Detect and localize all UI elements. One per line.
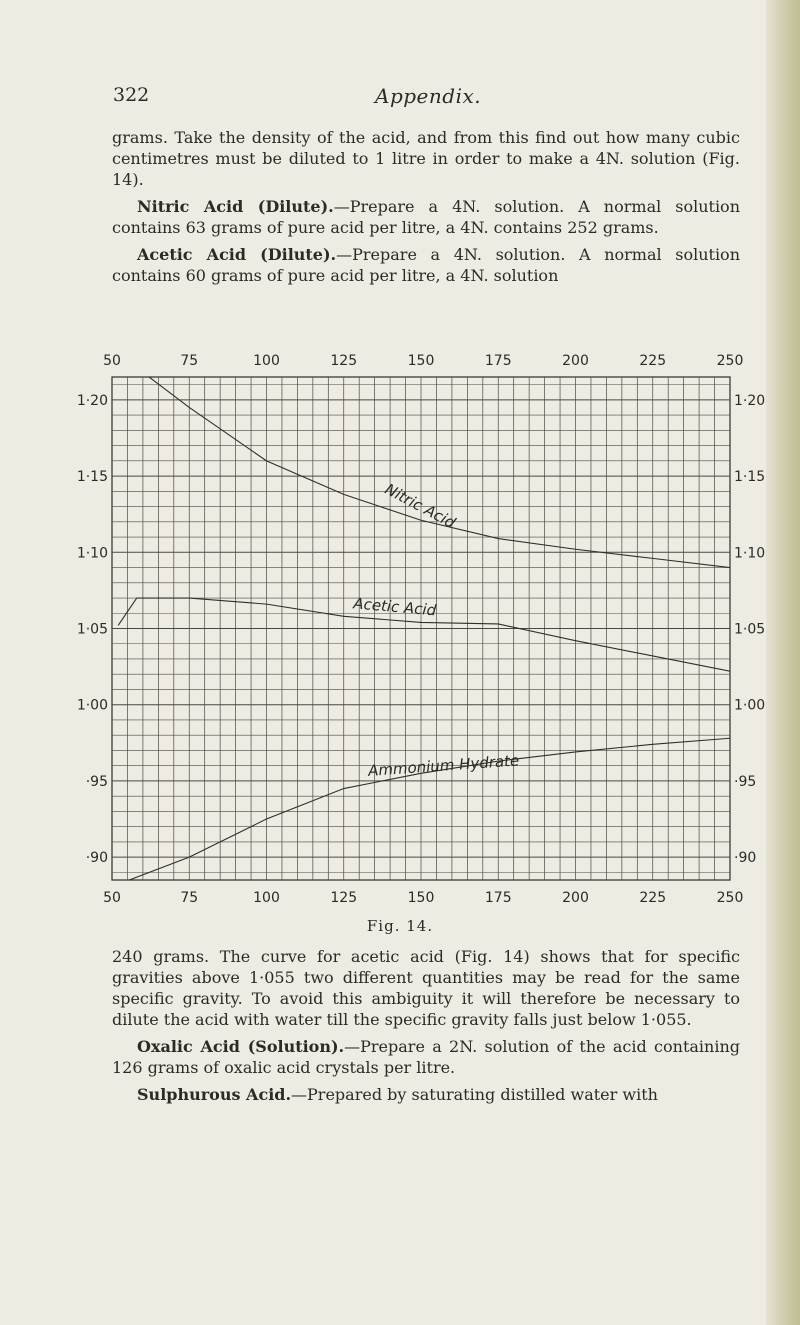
- x-tick-label-bottom: 250: [716, 890, 744, 906]
- x-tick-label-top: 100: [253, 353, 280, 369]
- y-tick-label-right: 1·20: [734, 392, 766, 409]
- page-header: [113, 84, 713, 114]
- y-tick-label-right: 1·15: [734, 469, 766, 486]
- x-tick-label-top: 125: [330, 353, 358, 369]
- x-tick-label-top: 175: [484, 353, 512, 369]
- paragraph-lead: Acetic Acid (Dilute).: [137, 245, 337, 264]
- series-line-nitric-acid: [149, 377, 730, 568]
- paragraph: 240 grams. The curve for acetic acid (Fig. 14) shows that for specific gravities above 1·055 two different quantities may be read for the same specific gravity. To avoid this ambiguity it will therefore be necessary to dilute the acid with water till the specific gravity falls just below 1·055.: [112, 947, 740, 1029]
- x-tick-label-top: 225: [639, 353, 667, 369]
- x-tick-label-top: 75: [180, 353, 199, 369]
- y-tick-label-left: 1·20: [76, 392, 108, 409]
- series-label-ammonium-hydrate: Ammonium Hydrate: [367, 751, 520, 780]
- y-tick-label-left: 1·10: [76, 545, 108, 562]
- y-tick-label-right: 1·00: [734, 697, 766, 714]
- paragraph-lead: Sulphurous Acid.: [137, 1085, 292, 1104]
- y-tick-label-left: ·95: [85, 773, 108, 790]
- figure-14-chart: [0, 352, 800, 912]
- x-tick-label-top: 250: [716, 353, 744, 369]
- x-tick-label-bottom: 150: [407, 890, 435, 906]
- page-number: 322: [113, 84, 150, 106]
- x-tick-label-bottom: 225: [639, 890, 667, 906]
- series-label-nitric-acid: Nitric Acid: [382, 480, 459, 532]
- figure-caption: Fig. 14.: [366, 917, 434, 935]
- paragraph-lead: Nitric Acid (Dilute).: [137, 197, 334, 216]
- paragraph: grams. Take the density of the acid, and from this find out how many cubic centimetres must be diluted to 1 litre in order to make a 4N. solution (Fig. 14).: [112, 128, 740, 189]
- y-tick-label-right: ·90: [734, 850, 757, 867]
- paragraph-acetic-acid: Acetic Acid (Dilute).—Prepare a 4N. solution. A normal solution contains 60 grams of pure acid per litre, a 4N. solution: [112, 245, 740, 285]
- paragraph-sulphurous-acid: Sulphurous Acid.—Prepared by saturating distilled water with: [137, 1085, 658, 1104]
- x-tick-label-bottom: 75: [180, 890, 199, 906]
- body-text-bottom: [112, 946, 740, 1111]
- x-tick-label-bottom: 200: [562, 890, 589, 906]
- chart-curves: [118, 377, 730, 883]
- x-tick-label-top: 50: [103, 353, 121, 369]
- chart-grid: [112, 377, 730, 880]
- x-tick-label-bottom: 125: [330, 890, 358, 906]
- running-head: Appendix.: [375, 84, 482, 108]
- x-tick-label-bottom: 100: [253, 890, 280, 906]
- x-tick-label-top: 200: [562, 353, 589, 369]
- y-tick-label-right: 1·05: [734, 621, 766, 638]
- paragraph-oxalic-acid: Oxalic Acid (Solution).—Prepare a 2N. solution of the acid containing 126 grams of oxalic acid crystals per litre.: [112, 1037, 740, 1077]
- paragraph-nitric-acid: Nitric Acid (Dilute).—Prepare a 4N. solution. A normal solution contains 63 grams of pure acid per litre, a 4N. contains 252 grams.: [112, 197, 740, 237]
- x-tick-label-top: 150: [407, 353, 435, 369]
- body-text-top: [112, 127, 740, 292]
- y-tick-label-right: ·95: [734, 773, 757, 790]
- y-tick-label-left: ·90: [85, 850, 108, 867]
- x-tick-label-bottom: 175: [484, 890, 512, 906]
- paragraph-lead: Oxalic Acid (Solution).: [137, 1037, 345, 1056]
- y-tick-label-left: 1·15: [76, 469, 108, 486]
- series-label-acetic-acid: Acetic Acid: [352, 594, 437, 620]
- y-tick-label-right: 1·10: [734, 545, 766, 562]
- y-tick-label-left: 1·05: [76, 621, 108, 638]
- x-tick-label-bottom: 50: [103, 890, 121, 906]
- y-tick-label-left: 1·00: [76, 697, 108, 714]
